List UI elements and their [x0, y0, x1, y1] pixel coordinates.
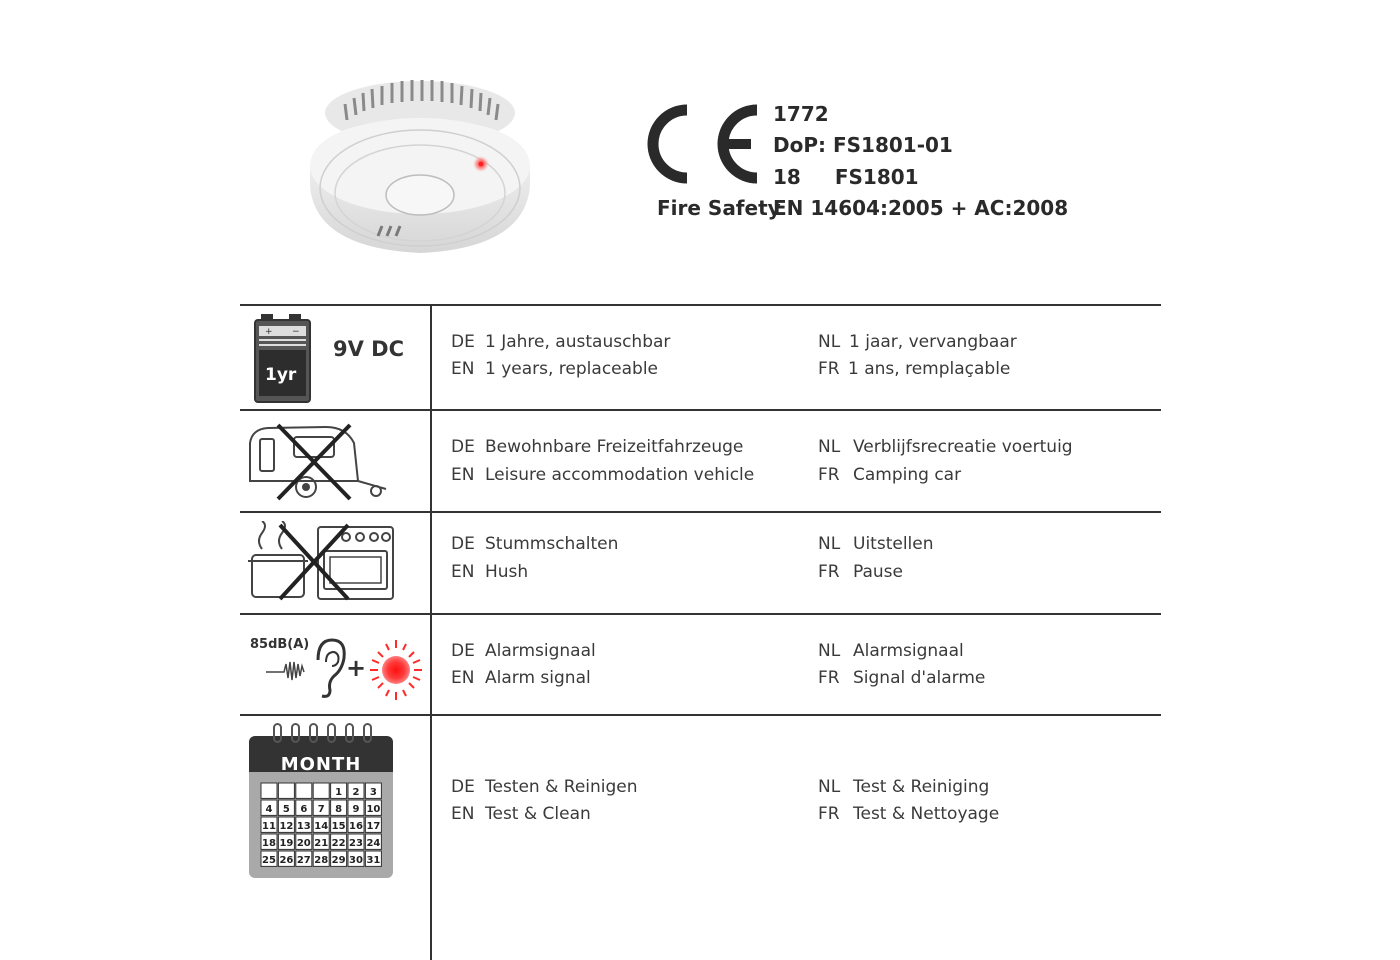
alarm-text-en: Alarm signal [485, 668, 591, 688]
calendar-day-number: 29 [331, 855, 346, 866]
calendar-day-number: 14 [314, 821, 329, 832]
caravan-crossed-icon [246, 423, 394, 501]
calendar-day-number: 20 [296, 838, 311, 849]
caravan-text-en: Leisure accommodation vehicle [485, 465, 755, 485]
calendar-day-number: 2 [352, 787, 360, 798]
calendar-day-number: 10 [366, 804, 381, 815]
sound-level-label: 85dB(A) [250, 637, 310, 652]
calendar-day-number: 19 [279, 838, 294, 849]
calendar-day-number: 23 [349, 838, 363, 849]
lang-code: FR [818, 804, 840, 824]
calendar-day-number: 1 [335, 787, 343, 798]
calendar-day-number: 28 [314, 855, 329, 866]
alarm-text-nl: Alarmsignaal [853, 641, 964, 661]
hush-text-nl: Uitstellen [853, 534, 934, 554]
battery-icon [253, 314, 313, 404]
dop-reference: DoP: FS1801-01 [773, 133, 953, 157]
lang-code: NL [818, 437, 841, 457]
lang-code: FR [818, 465, 840, 485]
smoke-detector-image [300, 68, 540, 263]
standard-reference: EN 14604:2005 + AC:2008 [773, 196, 1069, 220]
battery-life-text: 1yr [265, 365, 297, 385]
lang-code: NL [818, 777, 841, 797]
caravan-text-de: Bewohnbare Freizeitfahrzeuge [485, 437, 744, 457]
calendar-day-number: 13 [296, 821, 311, 832]
table-top-border [240, 304, 1161, 306]
calendar-day-number: 7 [317, 804, 325, 815]
lang-code: FR [818, 562, 840, 582]
battery-text-fr: 1 ans, remplaçable [848, 359, 1011, 379]
row-divider [240, 409, 1161, 411]
ce-logo [645, 100, 765, 188]
column-divider [430, 305, 432, 960]
test-text-en: Test & Clean [485, 804, 591, 824]
calendar-day-cell [313, 783, 329, 798]
calendar-day-number: 15 [331, 821, 346, 832]
lang-code: DE [451, 332, 475, 352]
hush-text-en: Hush [485, 562, 529, 582]
lang-code: FR [818, 359, 840, 379]
battery-text-de: 1 Jahre, austauschbar [485, 332, 671, 352]
lang-code: EN [451, 804, 475, 824]
lang-code: EN [451, 465, 475, 485]
year-model-line [773, 165, 919, 189]
calendar-day-number: 3 [369, 787, 377, 798]
calendar-day-number: 6 [300, 804, 308, 815]
model: FS1801 [834, 165, 919, 189]
lang-code: FR [818, 668, 840, 688]
test-text-de: Testen & Reinigen [485, 777, 638, 797]
lang-code: NL [818, 641, 841, 661]
calendar-day-number: 17 [366, 821, 381, 832]
lang-code: DE [451, 777, 475, 797]
calendar-day-number: 16 [349, 821, 363, 832]
hush-text-de: Stummschalten [485, 534, 619, 554]
lang-code: NL [818, 534, 841, 554]
calendar-day-cell [296, 783, 312, 798]
hush-text-fr: Pause [853, 562, 903, 582]
kitchen-crossed-icon [248, 521, 396, 603]
lang-code: EN [451, 562, 475, 582]
calendar-day-number: 21 [314, 838, 329, 849]
notified-body-number: 1772 [773, 102, 829, 126]
battery-text-nl: 1 jaar, vervangbaar [849, 332, 1017, 352]
row-divider [240, 714, 1161, 716]
row-divider [240, 613, 1161, 615]
lang-code: EN [451, 668, 475, 688]
calendar-day-number: 18 [262, 838, 276, 849]
calendar-day-cell [278, 783, 294, 798]
calendar-icon [248, 722, 394, 880]
lang-code: DE [451, 641, 475, 661]
calendar-month-label: MONTH [280, 754, 362, 775]
lang-code: DE [451, 437, 475, 457]
calendar-day-number: 4 [265, 804, 273, 815]
voltage-label: 9V DC [333, 337, 405, 361]
row-divider [240, 511, 1161, 513]
calendar-day-number: 30 [349, 855, 363, 866]
calendar-day-number: 12 [279, 821, 294, 832]
year: 18 [773, 165, 801, 189]
ce-label: Fire Safety [657, 196, 781, 220]
svg-text:+: + [346, 654, 367, 682]
calendar-day-number: 27 [296, 855, 311, 866]
test-text-nl: Test & Reiniging [853, 777, 990, 797]
calendar-day-number: 26 [279, 855, 294, 866]
lang-code: DE [451, 534, 475, 554]
lang-code: NL [818, 332, 841, 352]
calendar-day-number: 11 [262, 821, 276, 832]
caravan-text-fr: Camping car [853, 465, 962, 485]
caravan-text-nl: Verblijfsrecreatie voertuig [853, 437, 1073, 457]
alarm-text-de: Alarmsignaal [485, 641, 596, 661]
svg-text:+: + [265, 327, 273, 337]
test-text-fr: Test & Nettoyage [853, 804, 1000, 824]
alarm-ear-light-icon [248, 632, 424, 702]
calendar-day-number: 25 [262, 855, 276, 866]
svg-text:−: − [292, 327, 300, 337]
calendar-day-cell [261, 783, 277, 798]
calendar-day-number: 8 [335, 804, 343, 815]
calendar-day-number: 31 [366, 855, 381, 866]
calendar-day-number: 24 [366, 838, 381, 849]
calendar-day-number: 9 [352, 804, 360, 815]
lang-code: EN [451, 359, 475, 379]
calendar-day-number: 22 [331, 838, 346, 849]
battery-text-en: 1 years, replaceable [485, 359, 659, 379]
alarm-text-fr: Signal d'alarme [853, 668, 986, 688]
calendar-day-number: 5 [282, 804, 290, 815]
